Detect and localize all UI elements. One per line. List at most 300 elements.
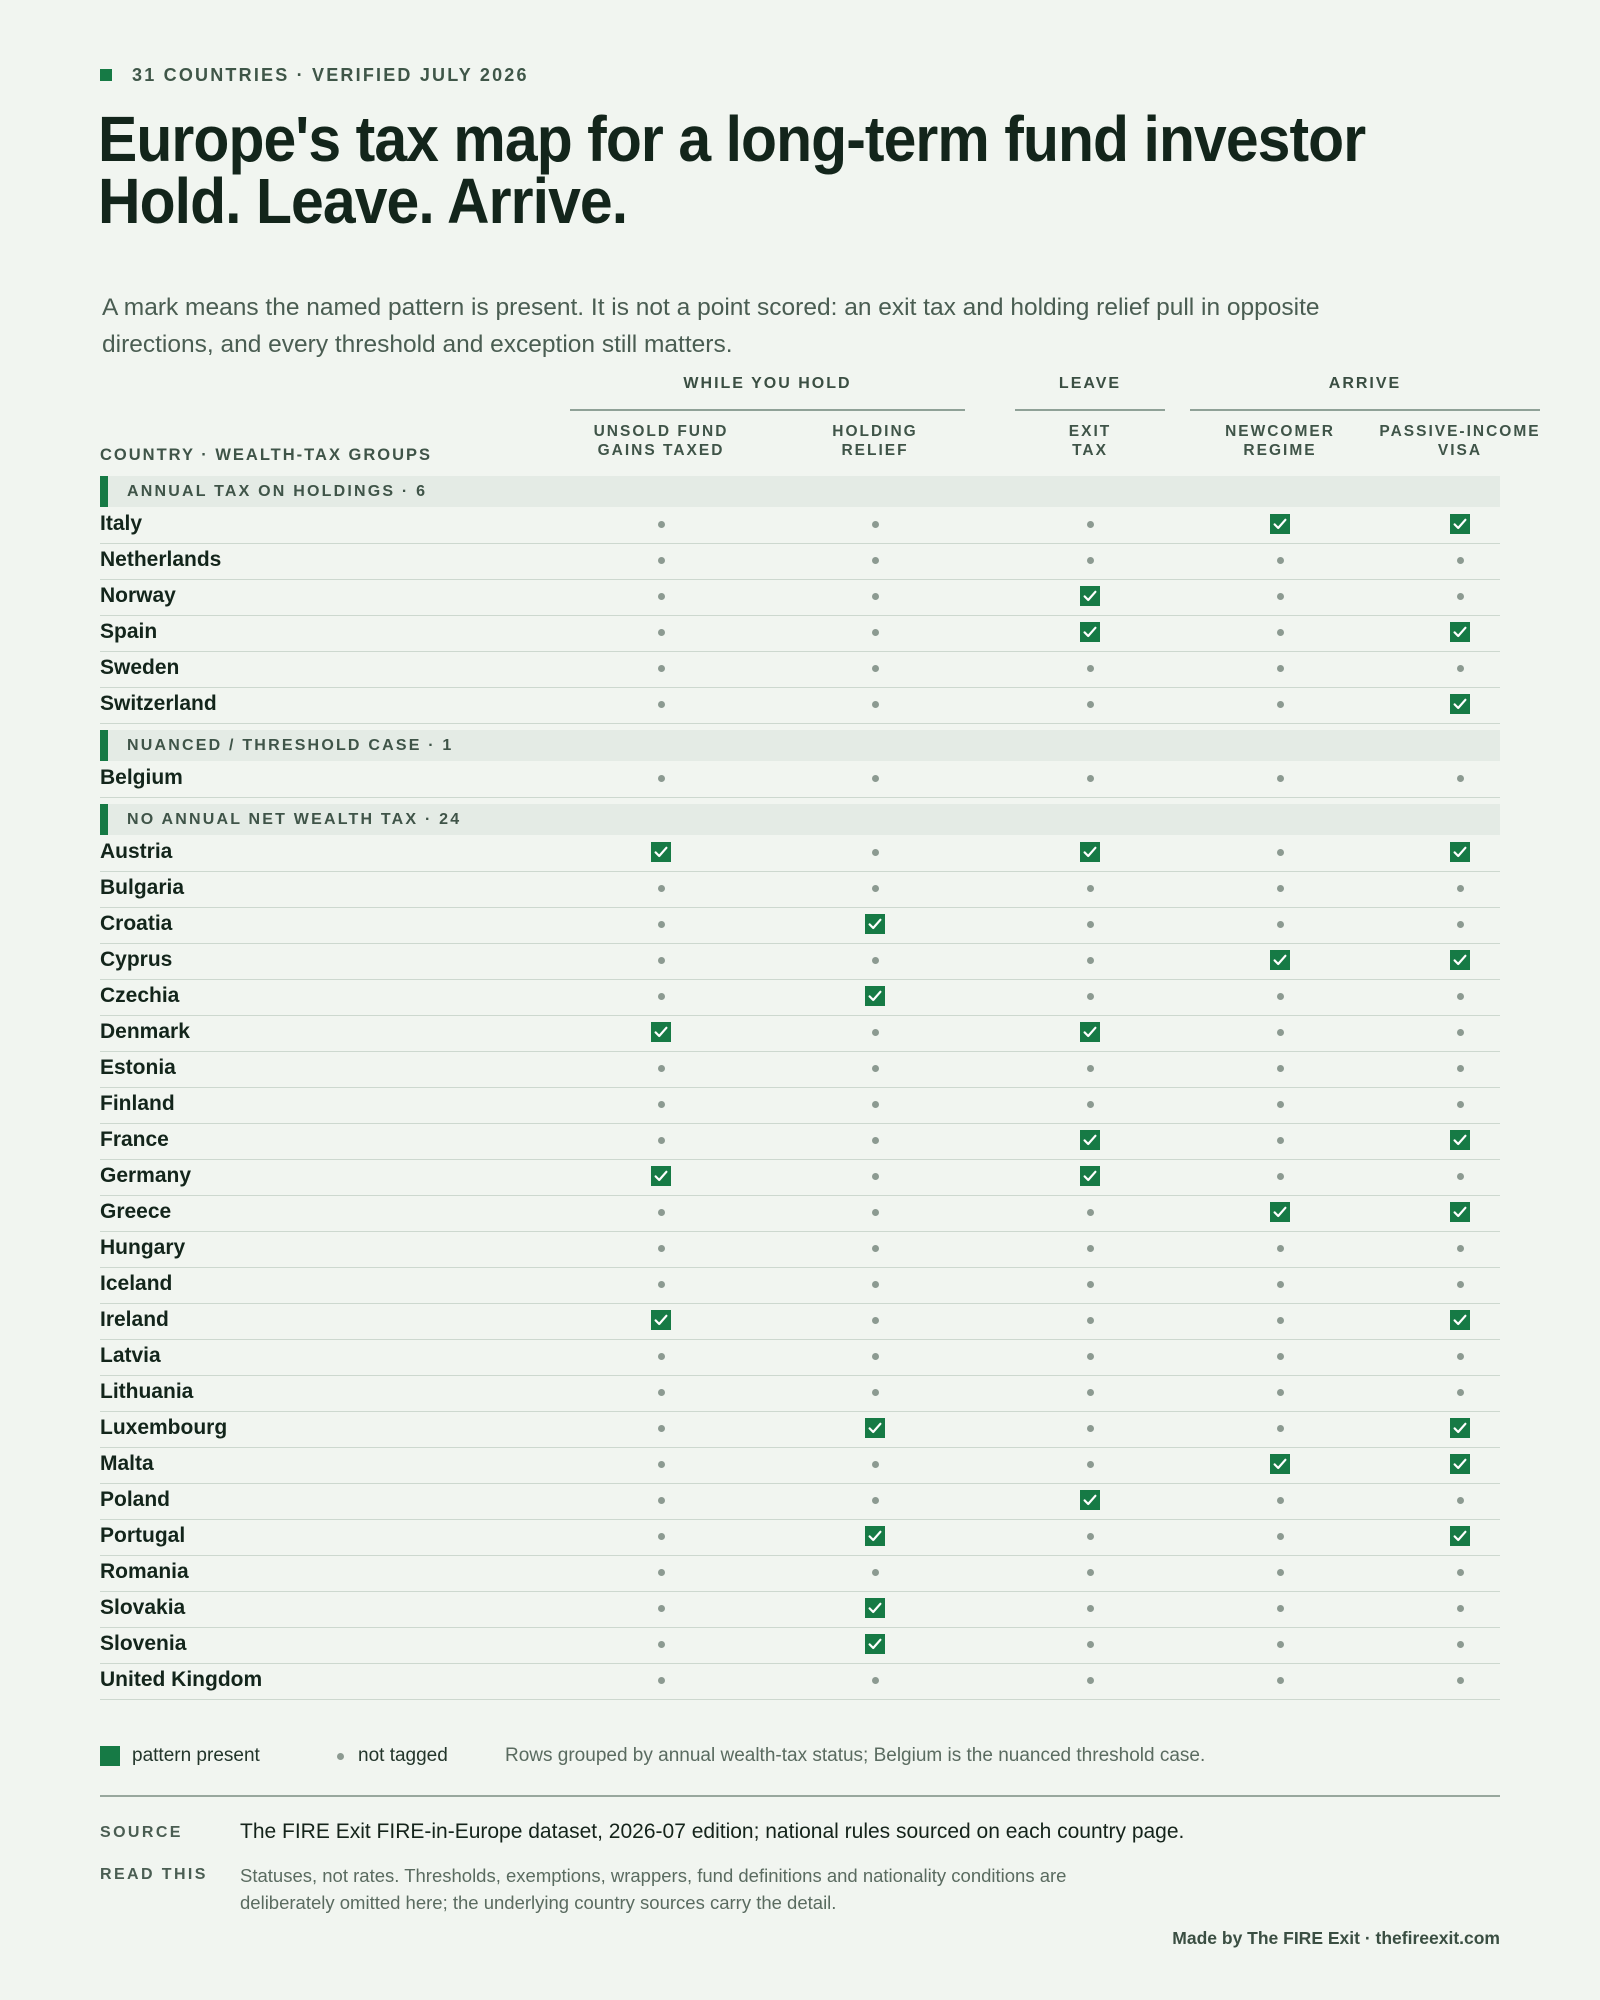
country-name: Hungary [100,1236,186,1259]
cell-column-5 [1440,1339,1480,1373]
dot-icon [1457,1569,1464,1576]
dot-icon [872,1281,879,1288]
cell-column-4 [1260,615,1300,649]
dot-icon [658,1137,665,1144]
dot-icon [1457,1101,1464,1108]
cell-column-1 [641,943,681,977]
cell-column-4 [1260,1591,1300,1625]
dot-icon [1457,1605,1464,1612]
column-header-line1: UNSOLD FUND [593,423,729,440]
dot-icon [658,1245,665,1252]
cell-column-2 [855,1627,895,1661]
cell-column-5 [1440,835,1480,869]
cell-column-5 [1440,1447,1480,1481]
section-accent-bar [100,804,108,835]
cell-column-3 [1070,1447,1110,1481]
cell-column-1 [641,1663,681,1697]
cell-column-3 [1070,1123,1110,1157]
cell-column-3 [1070,1663,1110,1697]
cell-column-1 [641,907,681,941]
cell-column-5 [1440,943,1480,977]
dot-icon [658,557,665,564]
kicker [100,63,529,87]
dot-icon [1087,1641,1094,1648]
dot-icon [658,993,665,1000]
check-icon [651,1022,671,1042]
check-icon [865,986,885,1006]
section-header [100,476,1500,507]
cell-column-1 [641,1519,681,1553]
dot-icon [872,1461,879,1468]
dot-icon [1457,1173,1464,1180]
cell-column-4 [1260,907,1300,941]
table-row [100,687,1500,724]
dot-icon [658,775,665,782]
cell-column-3 [1070,579,1110,613]
cell-column-3 [1070,835,1110,869]
cell-column-2 [855,907,895,941]
cell-column-2 [855,1375,895,1409]
cell-column-4 [1260,1159,1300,1193]
cell-column-3 [1070,943,1110,977]
dot-icon [1277,1065,1284,1072]
dot-icon [1277,1677,1284,1684]
cell-column-4 [1260,979,1300,1013]
column-header-5 [1350,422,1570,460]
cell-column-1 [641,1555,681,1589]
cell-column-1 [641,651,681,685]
cell-column-1 [641,1447,681,1481]
cell-column-5 [1440,1051,1480,1085]
cell-column-1 [641,871,681,905]
cell-column-5 [1440,907,1480,941]
table-row [100,1483,1500,1520]
dot-icon [1087,775,1094,782]
cell-column-4 [1260,1123,1300,1157]
country-name: Croatia [100,912,173,935]
section-header [100,804,1500,835]
country-name: Netherlands [100,548,222,571]
dot-icon [1277,665,1284,672]
legend-present-label: pattern present [132,1745,260,1766]
cell-column-5 [1440,1231,1480,1265]
table-row [100,871,1500,908]
cell-column-3 [1070,651,1110,685]
cell-column-1 [641,1483,681,1517]
dot-icon [1457,1029,1464,1036]
cell-column-3 [1070,979,1110,1013]
country-name: Finland [100,1092,175,1115]
dot-icon [1087,557,1094,564]
check-icon [1450,694,1470,714]
table-row [100,979,1500,1016]
country-name: Bulgaria [100,876,185,899]
dot-icon [1087,921,1094,928]
dot-icon [658,1461,665,1468]
dot-icon [658,521,665,528]
cell-column-1 [641,1051,681,1085]
cell-column-5 [1440,615,1480,649]
cell-column-1 [641,1627,681,1661]
table-row [100,1231,1500,1268]
section-accent-bar [100,730,108,761]
check-icon [865,1598,885,1618]
column-header-line2: VISA [1437,442,1483,459]
dot-icon [1277,885,1284,892]
check-icon [865,1634,885,1654]
cell-column-4 [1260,1555,1300,1589]
dot-icon [1277,1353,1284,1360]
cell-column-5 [1440,1663,1480,1697]
cell-column-2 [855,1411,895,1445]
group-header-leave: LEAVE [1058,375,1122,392]
check-icon [1450,842,1470,862]
cell-column-5 [1440,871,1480,905]
country-column-header: COUNTRY · WEALTH-TAX GROUPS [100,446,433,464]
table-row [100,1447,1500,1484]
check-icon [1080,1130,1100,1150]
dot-icon [1087,993,1094,1000]
section-header [100,730,1500,761]
cell-column-3 [1070,1159,1110,1193]
dot-icon [872,775,879,782]
cell-column-4 [1260,1087,1300,1121]
check-icon [865,1526,885,1546]
legend-present [100,1741,260,1771]
dot-icon [872,1353,879,1360]
cell-column-4 [1260,943,1300,977]
cell-column-1 [641,1303,681,1337]
table-row [100,761,1500,798]
country-name: Switzerland [100,692,217,715]
check-icon [651,1310,671,1330]
dot-icon [1087,1281,1094,1288]
country-name: Spain [100,620,158,643]
check-icon [1080,586,1100,606]
column-header-3 [980,422,1200,460]
cell-column-3 [1070,1051,1110,1085]
check-icon [1080,1166,1100,1186]
check-icon [1270,514,1290,534]
legend-dot-icon [337,1753,344,1760]
dot-icon [872,521,879,528]
dot-icon [1277,1245,1284,1252]
dot-icon [1457,665,1464,672]
dot-icon [658,1605,665,1612]
check-icon [1080,1490,1100,1510]
cell-column-1 [641,507,681,541]
table-row [100,1375,1500,1412]
country-name: Latvia [100,1344,161,1367]
cell-column-3 [1070,1519,1110,1553]
country-name: Lithuania [100,1380,194,1403]
cell-column-3 [1070,615,1110,649]
cell-column-5 [1440,1087,1480,1121]
credit: Made by The FIRE Exit · thefireexit.com [1172,1928,1500,1948]
cell-column-5 [1440,507,1480,541]
cell-column-3 [1070,871,1110,905]
table-row [100,1303,1500,1340]
cell-column-5 [1440,1591,1480,1625]
check-icon [1450,950,1470,970]
cell-column-1 [641,1375,681,1409]
country-name: Denmark [100,1020,190,1043]
dot-icon [1277,1389,1284,1396]
title-line-1: Europe's tax map for a long-term fund investor [98,103,1366,175]
check-icon [1450,622,1470,642]
cell-column-1 [641,579,681,613]
cell-column-2 [855,1051,895,1085]
cell-column-1 [641,687,681,721]
cell-column-1 [641,979,681,1013]
dot-icon [872,701,879,708]
country-name: Ireland [100,1308,169,1331]
cell-column-3 [1070,1339,1110,1373]
cell-column-3 [1070,1375,1110,1409]
dot-icon [658,1641,665,1648]
cell-column-4 [1260,687,1300,721]
dot-icon [1087,1101,1094,1108]
dot-icon [1087,1425,1094,1432]
cell-column-1 [641,615,681,649]
cell-column-1 [641,835,681,869]
cell-column-1 [641,1267,681,1301]
cell-column-1 [641,1231,681,1265]
cell-column-3 [1070,1303,1110,1337]
dot-icon [1457,921,1464,928]
country-name: Malta [100,1452,154,1475]
table-row [100,651,1500,688]
cell-column-5 [1440,1555,1480,1589]
table-row [100,1591,1500,1628]
cell-column-3 [1070,507,1110,541]
dot-icon [1457,775,1464,782]
dot-icon [658,1497,665,1504]
dot-icon [1087,1317,1094,1324]
table-row [100,1663,1500,1700]
dot-icon [1277,1029,1284,1036]
dot-icon [1087,1245,1094,1252]
check-icon [1450,1418,1470,1438]
country-name: Poland [100,1488,171,1511]
cell-column-2 [855,1591,895,1625]
dot-icon [872,1569,879,1576]
column-header-line1: HOLDING [832,423,918,440]
cell-column-5 [1440,1267,1480,1301]
column-header-line1: EXIT [1068,423,1112,440]
dot-icon [658,1281,665,1288]
dot-icon [1457,885,1464,892]
check-icon [1450,1310,1470,1330]
table-row [100,1159,1500,1196]
cell-column-1 [641,1195,681,1229]
dot-icon [1457,1065,1464,1072]
dot-icon [1277,1317,1284,1324]
table-row [100,543,1500,580]
source-label: SOURCE [100,1824,183,1841]
table-row [100,907,1500,944]
cell-column-3 [1070,543,1110,577]
cell-column-5 [1440,1375,1480,1409]
country-name: Austria [100,840,173,863]
cell-column-1 [641,761,681,795]
dot-icon [1087,885,1094,892]
country-name: Cyprus [100,948,173,971]
check-icon [1450,514,1470,534]
dot-icon [872,957,879,964]
dot-icon [1457,1497,1464,1504]
check-icon [651,842,671,862]
cell-column-2 [855,1087,895,1121]
section-label: ANNUAL TAX ON HOLDINGS · 6 [127,483,428,500]
dot-icon [1277,1281,1284,1288]
cell-column-4 [1260,1339,1300,1373]
dot-icon [1087,1461,1094,1468]
dot-icon [1457,557,1464,564]
cell-column-5 [1440,1483,1480,1517]
dot-icon [872,849,879,856]
cell-column-5 [1440,651,1480,685]
dot-icon [658,665,665,672]
cell-column-4 [1260,1411,1300,1445]
check-icon [1450,1130,1470,1150]
dot-icon [872,1029,879,1036]
dot-icon [872,1101,879,1108]
cell-column-4 [1260,1303,1300,1337]
cell-column-4 [1260,1375,1300,1409]
cell-column-2 [855,943,895,977]
table-row [100,1087,1500,1124]
dot-icon [1087,1605,1094,1612]
check-icon [865,914,885,934]
legend-check-swatch-icon [100,1746,120,1766]
group-rule-arrive [1190,409,1540,411]
dot-icon [658,593,665,600]
cell-column-2 [855,651,895,685]
cell-column-4 [1260,651,1300,685]
dot-icon [1277,921,1284,928]
dot-icon [872,1209,879,1216]
table-row [100,507,1500,544]
dot-icon [1087,665,1094,672]
cell-column-2 [855,615,895,649]
cell-column-5 [1440,1015,1480,1049]
cell-column-2 [855,1555,895,1589]
dot-icon [1277,557,1284,564]
cell-column-1 [641,1159,681,1193]
check-icon [1080,622,1100,642]
dot-icon [658,1065,665,1072]
cell-column-1 [641,1123,681,1157]
cell-column-2 [855,1303,895,1337]
dot-icon [1277,849,1284,856]
cell-column-5 [1440,1123,1480,1157]
dot-icon [872,1677,879,1684]
dot-icon [658,921,665,928]
dot-icon [658,1533,665,1540]
cell-column-5 [1440,579,1480,613]
dot-icon [1277,1173,1284,1180]
cell-column-2 [855,871,895,905]
table-row [100,1339,1500,1376]
dot-icon [658,1425,665,1432]
dot-icon [872,1173,879,1180]
cell-column-4 [1260,1627,1300,1661]
dot-icon [872,1389,879,1396]
lede: A mark means the named pattern is present. It is not a point scored: an exit tax and holding relief pull in opposite directions, and every threshold and exception still matters. [102,294,1320,358]
dot-icon [1277,1497,1284,1504]
cell-column-4 [1260,1051,1300,1085]
cell-column-1 [641,1087,681,1121]
check-icon [1270,1202,1290,1222]
table-row [100,579,1500,616]
column-header-line2: TAX [1072,442,1108,459]
cell-column-5 [1440,1195,1480,1229]
check-icon [1270,1454,1290,1474]
section-label: NO ANNUAL NET WEALTH TAX · 24 [127,811,462,828]
cell-column-3 [1070,1411,1110,1445]
cell-column-3 [1070,1015,1110,1049]
cell-column-3 [1070,761,1110,795]
column-header-line2: RELIEF [841,442,909,459]
dot-icon [658,1353,665,1360]
section-accent-bar [100,476,108,507]
cell-column-5 [1440,1303,1480,1337]
table-row [100,1267,1500,1304]
dot-icon [872,593,879,600]
country-name: Belgium [100,766,183,789]
dot-icon [1457,1245,1464,1252]
cell-column-2 [855,543,895,577]
cell-column-4 [1260,835,1300,869]
country-name: United Kingdom [100,1668,263,1691]
dot-icon [658,1569,665,1576]
country-name: Germany [100,1164,192,1187]
dot-icon [1087,701,1094,708]
dot-icon [1087,1677,1094,1684]
column-header-2 [765,422,985,460]
check-icon [1080,1022,1100,1042]
cell-column-1 [641,543,681,577]
cell-column-4 [1260,1231,1300,1265]
dot-icon [1277,993,1284,1000]
group-header-arrive: ARRIVE [1328,375,1402,392]
cell-column-4 [1260,761,1300,795]
cell-column-4 [1260,1015,1300,1049]
cell-column-2 [855,1195,895,1229]
dot-icon [1277,701,1284,708]
table-row [100,1411,1500,1448]
cell-column-2 [855,1231,895,1265]
dot-icon [1087,521,1094,528]
cell-column-2 [855,1339,895,1373]
cell-column-3 [1070,1483,1110,1517]
table-row [100,1627,1500,1664]
cell-column-2 [855,1159,895,1193]
table-row [100,1123,1500,1160]
cell-column-2 [855,507,895,541]
cell-column-5 [1440,1627,1480,1661]
legend-note: Rows grouped by annual wealth-tax status; Belgium is the nuanced threshold case. [505,1745,1206,1766]
dot-icon [1277,593,1284,600]
cell-column-3 [1070,1087,1110,1121]
page-title [98,103,1366,237]
dot-icon [1277,1641,1284,1648]
cell-column-1 [641,1015,681,1049]
cell-column-3 [1070,1591,1110,1625]
kicker-text: 31 COUNTRIES · VERIFIED JULY 2026 [132,64,529,85]
dot-icon [1087,1065,1094,1072]
